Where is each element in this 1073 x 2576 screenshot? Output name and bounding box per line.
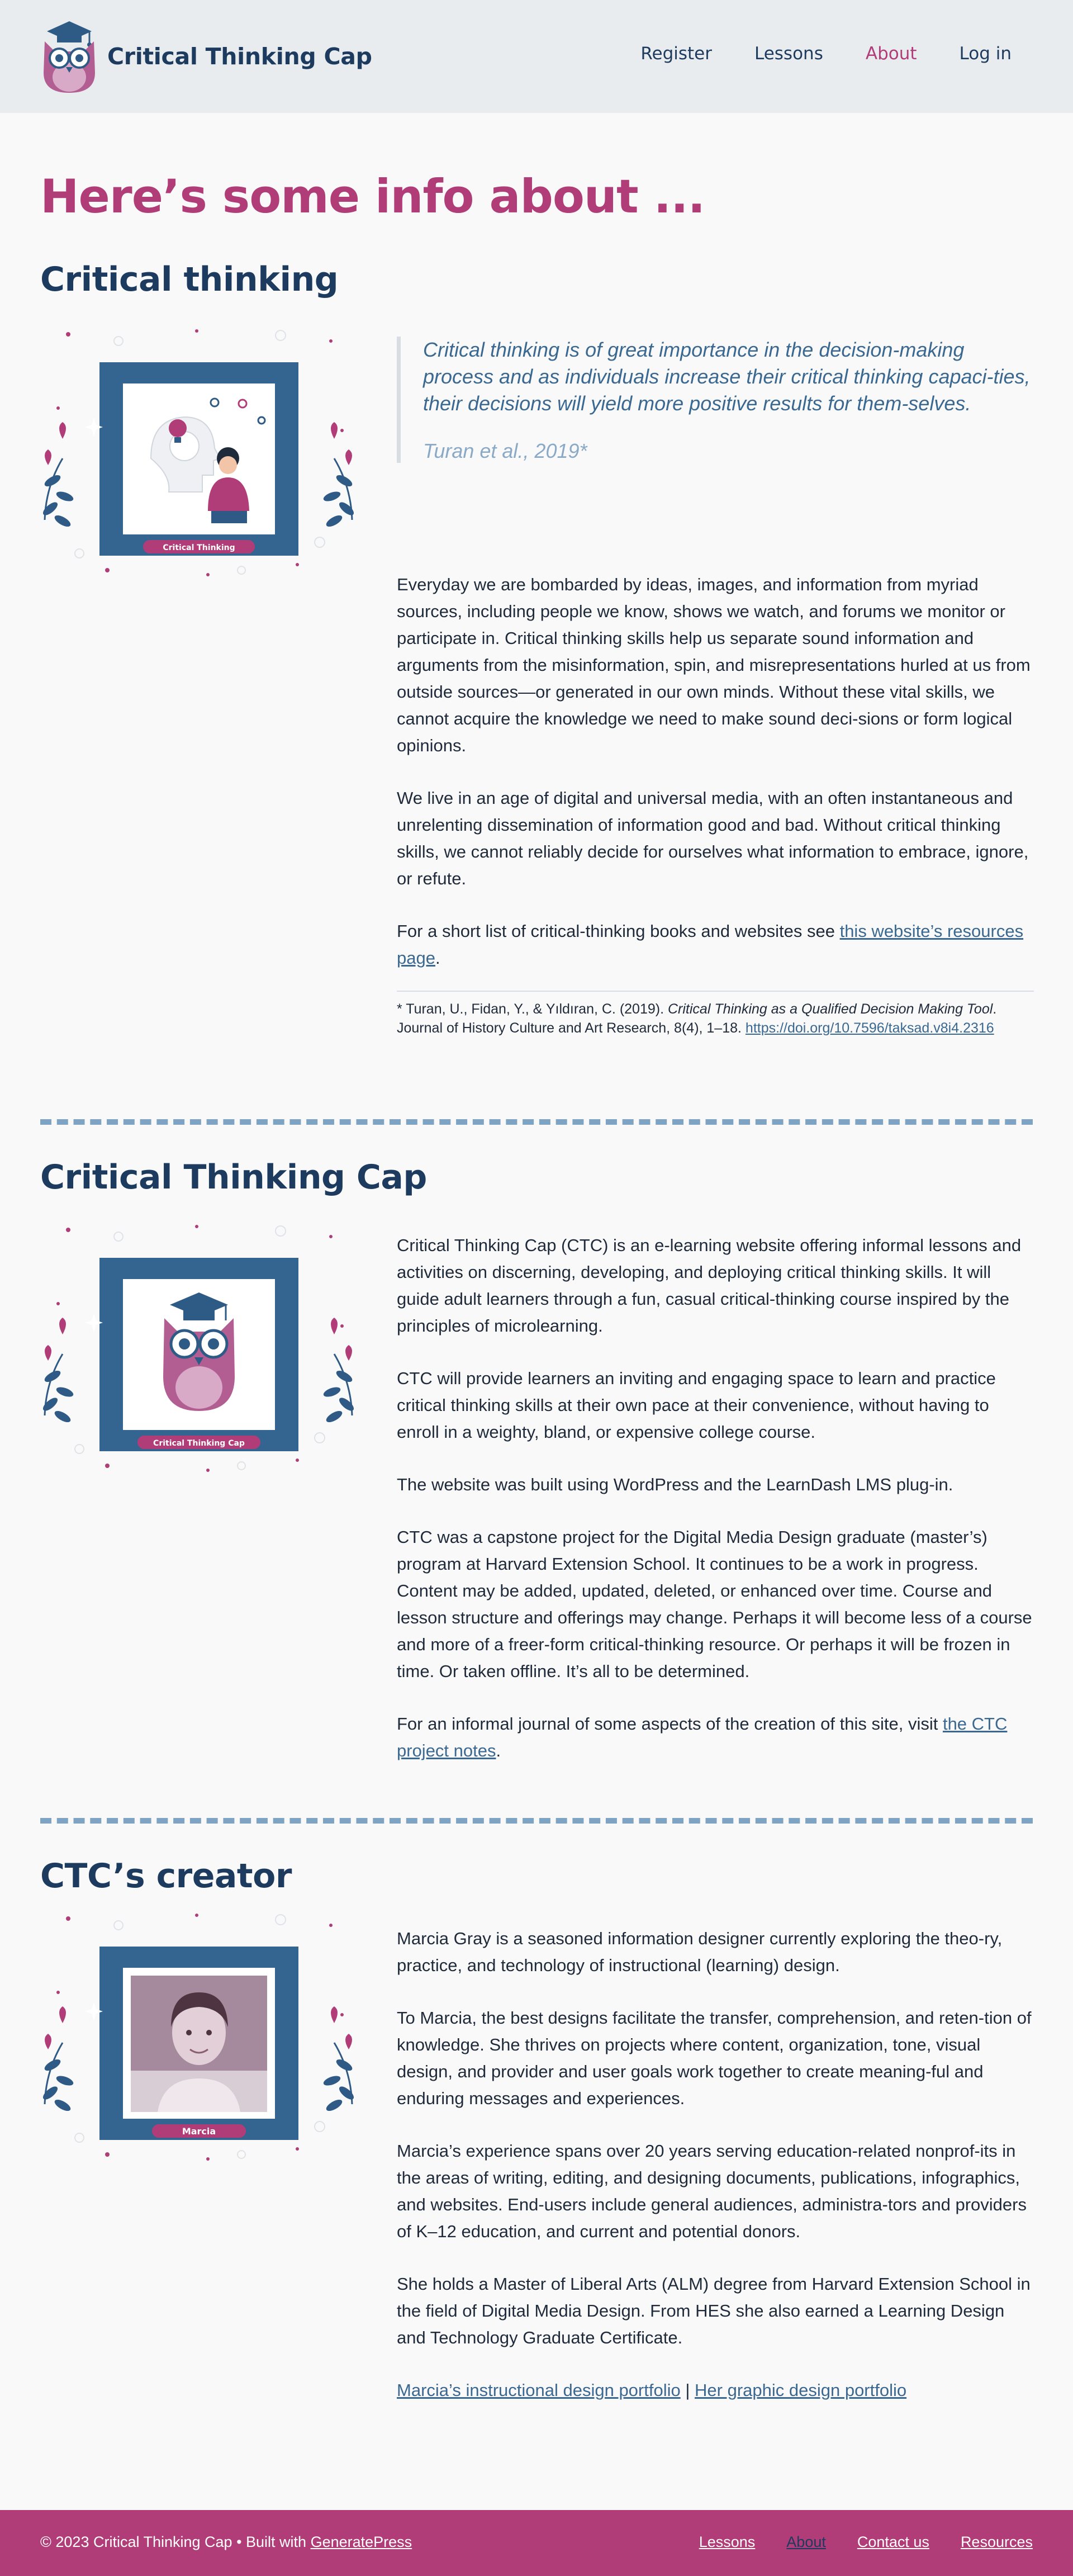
paragraph: To Marcia, the best designs facilitate the transfer, comprehension, and reten-tion of knowledge. She thrives on projects where content, organization, tone, visual design, and provider and user goals work together to create meaning-ful and enduring messages and experiences. <box>397 2008 1032 2108</box>
footer-link-lessons[interactable]: Lessons <box>699 2534 756 2550</box>
illustration-badge-critical-thinking: Critical Thinking <box>163 543 235 552</box>
footer-link-contact[interactable]: Contact us <box>857 2534 929 2550</box>
page-title: Here’s some info about ... <box>40 169 705 224</box>
leaf-right-decor <box>322 2006 356 2113</box>
paragraph: The website was built using WordPress and the LearnDash LMS plug-in. <box>397 1475 953 1494</box>
footnote-journal: . Journal of History Culture and Art Research, 8(4), 1–18. <box>397 1001 997 1036</box>
resources-paragraph <box>397 918 1034 972</box>
quote-citation: Turan et al., 2019* <box>423 439 587 462</box>
ctc-owl-image <box>40 1214 357 1477</box>
creator-illustration <box>40 1903 357 2166</box>
owl-logo-icon <box>40 19 98 94</box>
paragraph: CTC was a capstone project for the Digital Media Design graduate (master’s) program at Harvard Extension School. It continues to be a work in progress. Content may be added, updated, deleted, or enhanced over time. Course and lesson structure and offerings may change. Perhaps it will become less of a course and more of a freer-form critical-thinking resource. Or perhaps it will be frozen in time. Or taken offline. It’s all to be determined. <box>397 1527 1032 1681</box>
ctc-body <box>397 1232 1034 1790</box>
paragraph: She holds a Master of Liberal Arts (ALM) degree from Harvard Extension School in the field of Digital Media Design. From HES she also earned a Learning Design and Technology Graduate Certificate. <box>397 2274 1031 2347</box>
graphic-portfolio-link[interactable]: Her graphic design portfolio <box>695 2380 907 2400</box>
project-notes-paragraph <box>397 1711 1034 1764</box>
site-title[interactable]: Critical Thinking Cap <box>107 43 372 70</box>
leaf-left-decor <box>41 2006 74 2113</box>
critical-thinking-illustration <box>40 319 357 581</box>
main-nav <box>598 44 1012 64</box>
leaf-left-decor <box>41 422 74 529</box>
ctc-illustration <box>40 1214 357 1477</box>
section-divider <box>40 1818 1033 1824</box>
instructional-portfolio-link[interactable]: Marcia’s instructional design portfolio <box>397 2380 681 2400</box>
creator-photo-frame <box>40 1903 357 2166</box>
site-footer <box>0 2510 1073 2576</box>
nav-login[interactable]: Log in <box>959 44 1012 64</box>
resources-page-link[interactable]: this website’s resources page <box>397 921 1024 968</box>
resources-text: For a short list of critical-thinking books and websites see <box>397 921 840 941</box>
creator-body <box>397 1925 1034 2430</box>
illustration-badge-creator: Marcia <box>182 2126 216 2137</box>
footer-copyright <box>40 2534 412 2551</box>
illustration-badge-ctc: Critical Thinking Cap <box>153 1439 245 1448</box>
nav-register[interactable]: Register <box>640 44 712 64</box>
paragraph: CTC will provide learners an inviting and engaging space to learn and practice critical thinking skills at their own pace at their convenience, without having to enroll in a weighty, bland, or expensive college course. <box>397 1368 996 1442</box>
doi-link[interactable]: https://doi.org/10.7596/taksad.v8i4.2316 <box>745 1020 994 1036</box>
quote-text: Critical thinking is of great importance in the decision-making process and as individuals increase their critical thinking capaci-ties, their decisions will yield more positive results for them-selves. <box>423 338 1031 415</box>
site-header <box>0 0 1073 113</box>
paragraph: Critical Thinking Cap (CTC) is an e-learning website offering informal lessons and activities on discerning, developing, and deploying critical thinking skills. It will guide adult learners through a fun, casual critical-thinking course inspired by the principles of microlearning. <box>397 1235 1022 1336</box>
footer-link-resources[interactable]: Resources <box>960 2534 1033 2550</box>
paragraph: Marcia Gray is a seasoned information designer currently exploring the theo-ry, practice, and technology of instructional (learning) design. <box>397 1929 1003 1975</box>
quote-block <box>397 337 1034 463</box>
portrait-icon <box>131 1976 267 2112</box>
footer-link-about[interactable]: About <box>786 2534 826 2550</box>
leaf-right-decor <box>322 1318 356 1424</box>
period: . <box>496 1741 501 1760</box>
section-title-critical-thinking: Critical thinking <box>40 260 339 299</box>
footnote-title: Critical Thinking as a Qualified Decision Making Tool <box>667 1001 993 1017</box>
site-brand[interactable] <box>40 19 372 94</box>
leaf-left-decor <box>41 1318 74 1424</box>
section-title-creator: CTC’s creator <box>40 1857 292 1896</box>
footnote <box>397 991 1034 1038</box>
paragraph: Everyday we are bombarded by ideas, images, and information from myriad sources, including people we know, shows we watch, and forums we monitor or participate in. Critical thinking skills help us separate sound information and arguments from the misinformation, spin, and misrepresentations hurled at us from outside sources—or generated in our own minds. Without these vital skills, we cannot acquire the knowledge we need to make sound deci-sions or form logical opinions. <box>397 575 1031 755</box>
project-notes-link[interactable]: the CTC project notes <box>397 1714 1008 1760</box>
link-separator: | <box>680 2380 695 2400</box>
nav-about[interactable]: About <box>865 44 917 64</box>
nav-lessons[interactable]: Lessons <box>754 44 823 64</box>
project-notes-text: For an informal journal of some aspects of the creation of this site, visit <box>397 1714 943 1734</box>
section-title-ctc: Critical Thinking Cap <box>40 1158 427 1197</box>
copyright-text: © 2023 Critical Thinking Cap • Built with <box>40 2534 311 2550</box>
generatepress-link[interactable]: GeneratePress <box>310 2534 412 2550</box>
paragraph: We live in an age of digital and universal media, with an often instantaneous and unrelenting dissemination of information good and bad. Without critical thinking skills, we cannot reliably decide for ourselves what information to embrace, ignore, or refute. <box>397 788 1029 888</box>
critical-thinking-image <box>40 319 357 581</box>
portfolio-links <box>397 2377 1034 2404</box>
critical-thinking-body <box>397 571 1034 997</box>
leaf-right-decor <box>322 422 356 529</box>
paragraph: Marcia’s experience spans over 20 years serving education-related nonprof-its in the areas of writing, editing, and designing documents, publications, infographics, and websites. End-users include general audiences, administra-tors and providers of K–12 education, and current and potential donors. <box>397 2141 1027 2241</box>
footnote-authors: * Turan, U., Fidan, Y., & Yıldıran, C. (2019). <box>397 1001 668 1017</box>
footer-nav <box>668 2534 1033 2551</box>
section-divider <box>40 1119 1033 1125</box>
period: . <box>435 948 440 968</box>
